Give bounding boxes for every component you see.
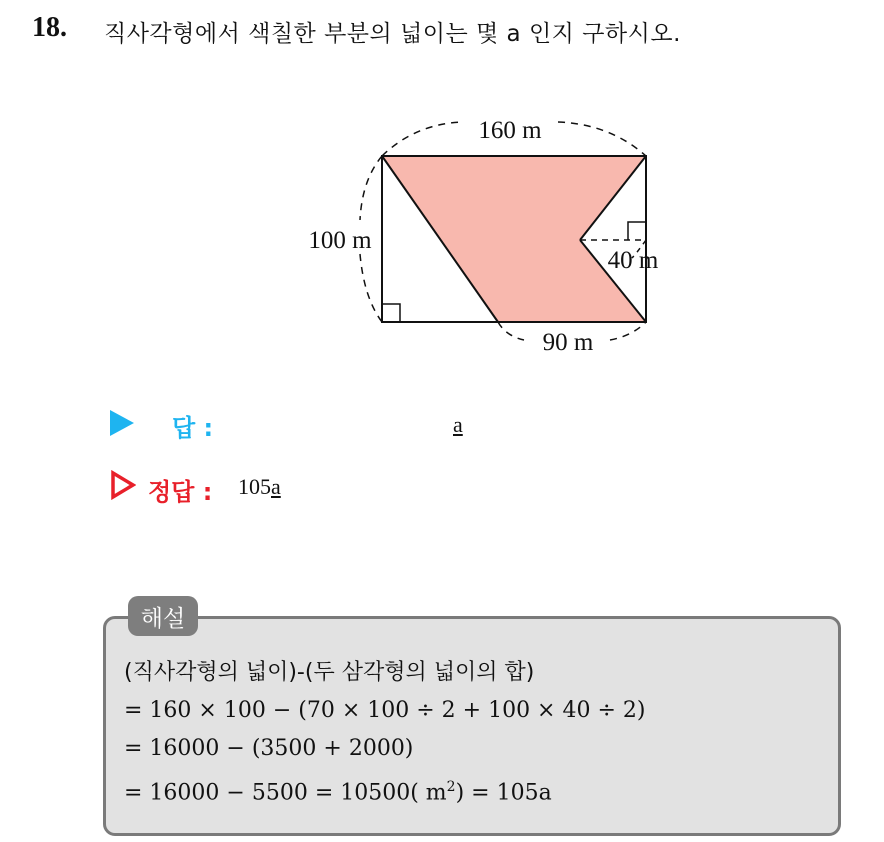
right-angle-marker-right (628, 222, 646, 240)
solution-line-3: = 16000 − (3500 + 2000) (124, 736, 414, 761)
label-right-length: 40 m (607, 247, 659, 274)
solution-line-2: = 160 × 100 − (70 × 100 ÷ 2 + 100 × 40 ÷ 2) (124, 698, 646, 723)
correct-answer-label: 정답 : (148, 478, 213, 506)
dashed-arc-left-lower (360, 254, 382, 322)
answer-label: 답 : (172, 414, 214, 442)
solution-content (124, 654, 645, 812)
dashed-arc-top (382, 122, 462, 156)
solution-line-4-part-a: = 16000 − 5500 = 10500( m (124, 780, 447, 806)
question-text: 직사각형에서 색칠한 부분의 넓이는 몇 a 인지 구하시오. (104, 21, 681, 47)
dashed-arc-top-right (558, 122, 646, 156)
label-bottom-length: 90 m (542, 329, 594, 356)
rectangle-diagram (280, 108, 690, 368)
dashed-arc-bottom-left (498, 322, 524, 340)
answer-unit: a (453, 412, 463, 437)
solution-line-4 (124, 768, 645, 812)
dashed-arc-left-upper (360, 156, 382, 220)
geometry-figure (280, 108, 690, 368)
right-angle-marker-bottom-left (382, 304, 400, 322)
solution-line-1-text: (직사각형의 넓이)-(두 삼각형의 넓이의 합) (124, 660, 535, 685)
question-number: 18. (32, 12, 67, 43)
correct-answer-unit: a (271, 474, 281, 499)
outline-triangle-icon (110, 470, 136, 500)
solution-line-1 (124, 654, 645, 692)
solution-line-4-exponent: 2 (446, 779, 456, 795)
correct-answer-value (238, 474, 281, 500)
shaded-region (382, 156, 646, 322)
solution-line-4-part-b: ) = 105a (455, 780, 552, 806)
dashed-arc-bottom-right (610, 322, 646, 340)
label-top-length: 160 m (478, 117, 542, 144)
solution-tag: 해설 (128, 596, 198, 636)
correct-answer-number: 105 (238, 474, 271, 499)
label-left-length: 100 m (308, 227, 372, 254)
play-triangle-icon (110, 410, 134, 436)
